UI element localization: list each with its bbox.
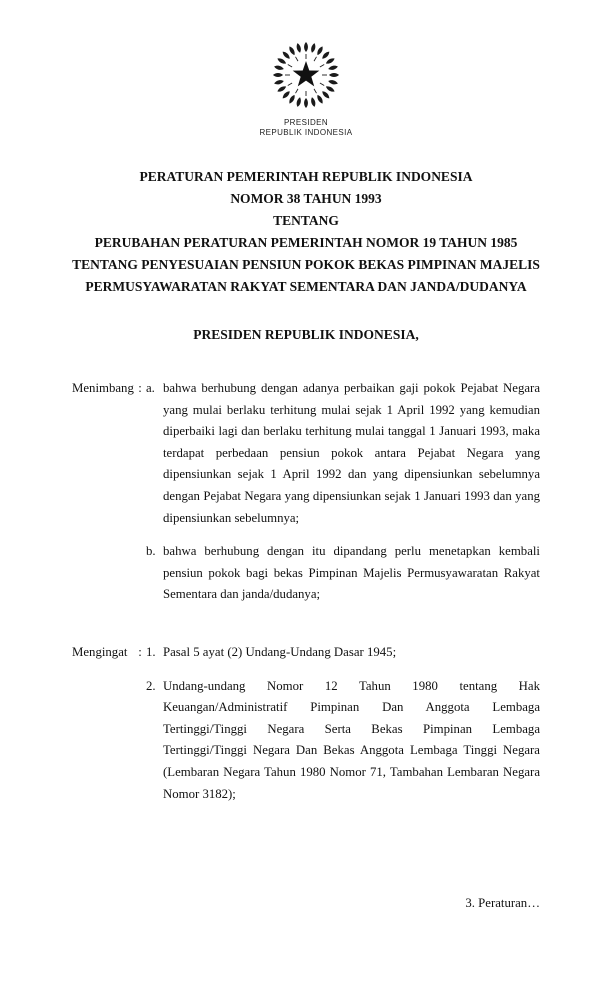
title-line-subject-2: TENTANG PENYESUAIAN PENSIUN POKOK BEKAS PIMPINAN MAJELIS: [72, 257, 540, 272]
item-text: bahwa berhubung dengan adanya perbaikan gaji pokok Pejabat Negara yang mulai berlaku terhitung mulai sejak 1 April 1992 yang kemudian diperbaiki lagi dan berlaku terhitung mulai tanggal 1 Januari 1993, maka terdapat perbedaan pensiun pokok antara Pejabat Negara yang dipensiunkan sejak 1 April 1992 dan yang dipensiunkan sebelumnya dengan Pejabat Negara yang dipensiunkan sejak 1 Januari 1993 dan yang dipensiunkan sebelumnya;: [163, 381, 540, 525]
item-text: bahwa berhubung dengan itu dipandang perlu menetapkan kembali pensiun pokok bagi bekas Pimpinan Majelis Permusyawaratan Rakyat Sementara dan janda/dudanya;: [163, 544, 540, 602]
menimbang-colon: :: [138, 381, 142, 395]
mengingat-colon: :: [138, 644, 142, 659]
presidential-seal-icon: [269, 36, 343, 112]
item-marker: 2.: [146, 678, 156, 693]
title-block: [0, 166, 612, 298]
title-line-subject-1: PERUBAHAN PERATURAN PEMERINTAH NOMOR 19 TAHUN 1985: [94, 235, 518, 250]
title-line-regulation: PERATURAN PEMERINTAH REPUBLIK INDONESIA: [139, 169, 473, 184]
item-text: Undang-undang Nomor 12 Tahun 1980 tentang Hak Keuangan/Administratif Pimpinan Dan Anggota Lembaga Tertinggi/Tinggi Negara Serta Bekas Pimpinan Lembaga Tertinggi/Tinggi Negara Dan Bekas Anggota Lembaga Tinggi Negara (Lembaran Negara Tahun 1980 Nomor 71, Tambahan Lembaran Negara Nomor 3182);: [163, 678, 540, 801]
menimbang-item-b: [72, 541, 540, 606]
mengingat-item-1: [72, 642, 540, 664]
agency-name-line2: REPUBLIK INDONESIA: [259, 128, 353, 137]
salutation: PRESIDEN REPUBLIK INDONESIA,: [193, 327, 419, 342]
item-marker: 1.: [146, 644, 156, 659]
menimbang-item-a: [72, 378, 540, 529]
menimbang-section: [72, 378, 540, 606]
mengingat-item-2: [72, 676, 540, 806]
page-catchword: 3. Peraturan…: [465, 896, 540, 910]
item-marker: b.: [146, 544, 156, 559]
mengingat-label: Mengingat: [72, 644, 128, 659]
item-marker: a.: [146, 381, 155, 395]
document-body: [72, 378, 540, 805]
presidential-seal: [0, 36, 612, 112]
title-line-subject-3: PERMUSYAWARATAN RAKYAT SEMENTARA DAN JANDA/DUDANYA: [85, 279, 527, 294]
title-line-number: NOMOR 38 TAHUN 1993: [230, 191, 382, 206]
mengingat-section: [72, 642, 540, 805]
menimbang-label: Menimbang: [72, 381, 134, 395]
agency-name-line1: PRESIDEN: [283, 118, 329, 127]
item-text: Pasal 5 ayat (2) Undang-Undang Dasar 1945;: [163, 644, 397, 659]
letterhead: [0, 0, 612, 138]
title-line-tentang: TENTANG: [273, 213, 339, 228]
